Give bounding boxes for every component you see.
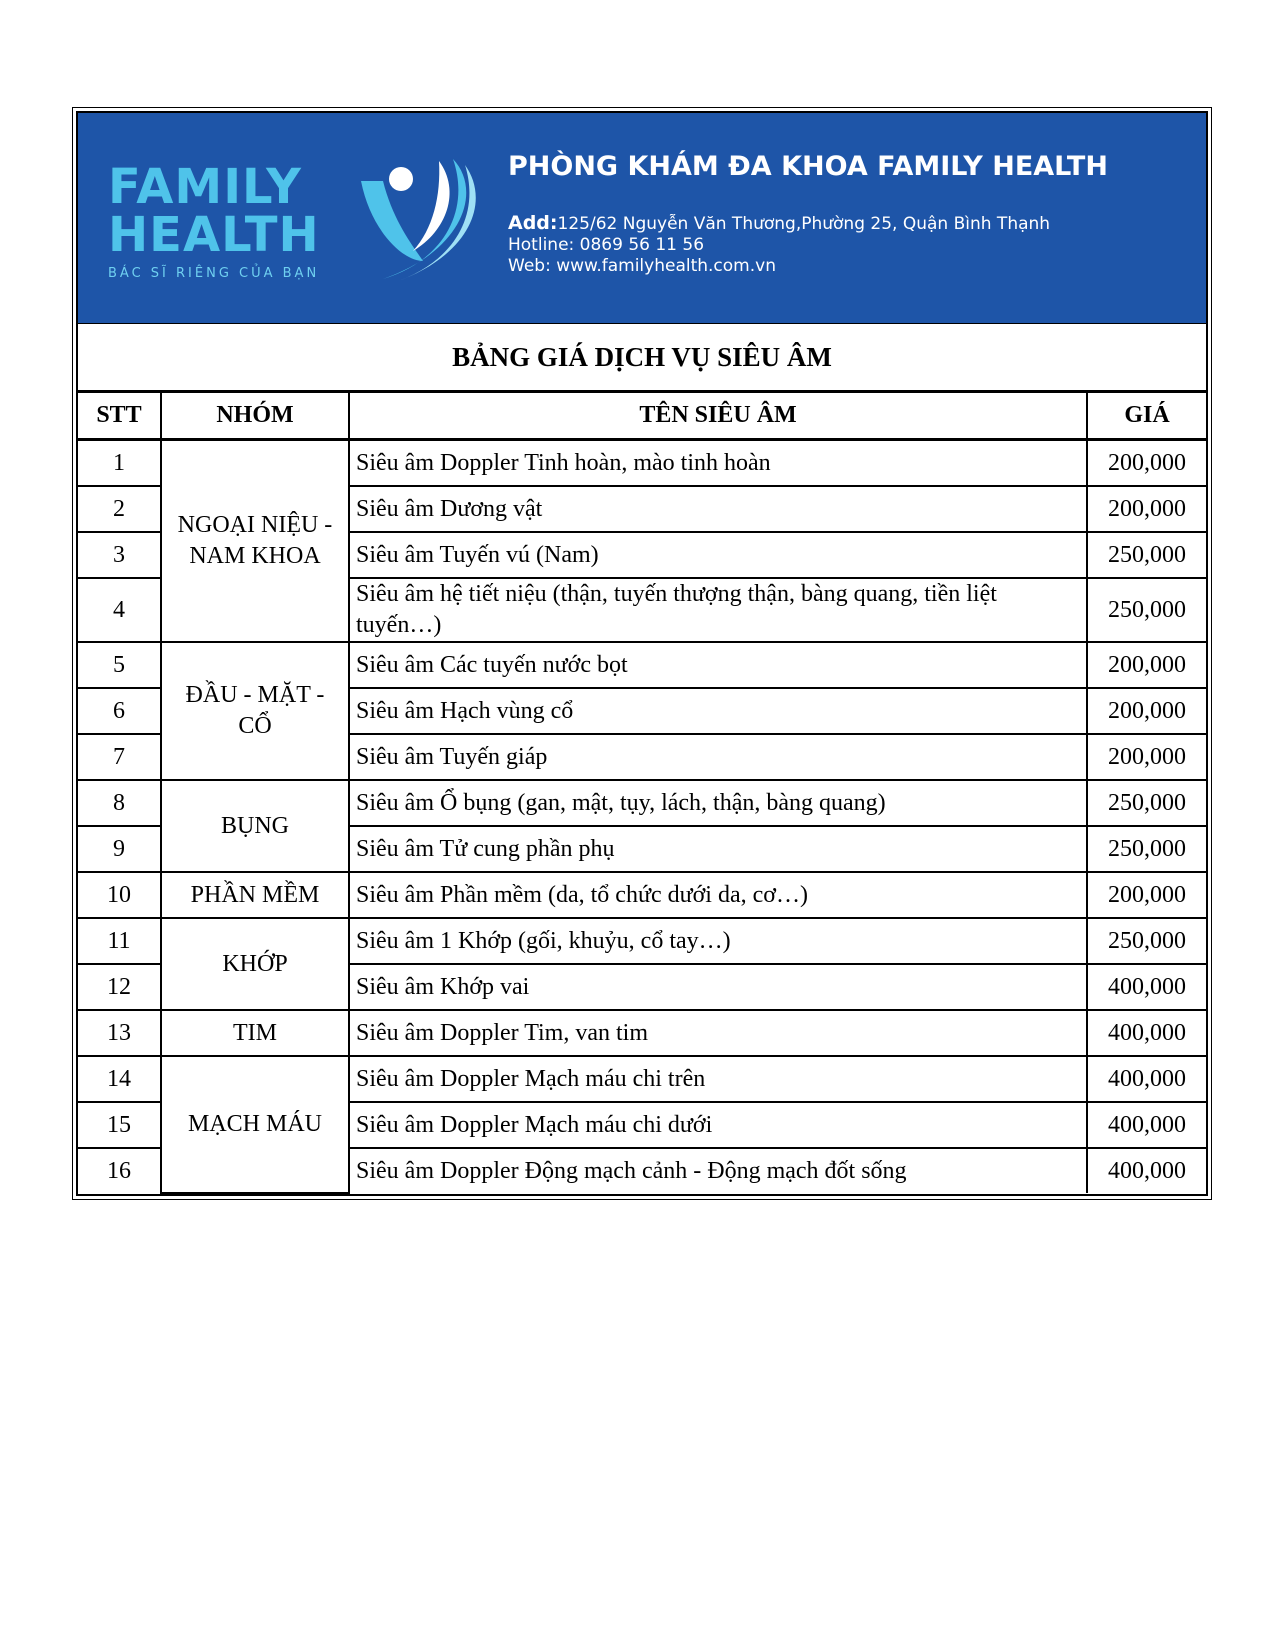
table-row [78,918,1206,964]
service-name: Siêu âm Khớp vai [349,964,1087,1010]
service-price: 200,000 [1087,734,1206,780]
service-price: 250,000 [1087,578,1206,642]
group-name: MẠCH MÁU [161,1056,349,1193]
table-row [78,1010,1206,1056]
brand-line-2: HEALTH [108,207,320,263]
service-price: 250,000 [1087,780,1206,826]
service-price: 250,000 [1087,918,1206,964]
row-stt: 15 [78,1102,161,1148]
table-row [78,1056,1206,1102]
service-name: Siêu âm Phần mềm (da, tổ chức dưới da, cơ…) [349,872,1087,918]
table-row [78,440,1206,487]
service-name: Siêu âm Doppler Mạch máu chi dưới [349,1102,1087,1148]
service-name: Siêu âm Tuyến giáp [349,734,1087,780]
row-stt: 4 [78,578,161,642]
row-stt: 13 [78,1010,161,1056]
service-price: 400,000 [1087,1056,1206,1102]
group-name: TIM [161,1010,349,1056]
table-title: BẢNG GIÁ DỊCH VỤ SIÊU ÂM [78,324,1206,393]
service-name: Siêu âm 1 Khớp (gối, khuỷu, cổ tay…) [349,918,1087,964]
clinic-contact [508,213,1050,277]
service-name: Siêu âm Dương vật [349,486,1087,532]
price-sheet-inner [76,111,1208,1196]
brand-line-1: FAMILY [108,159,302,215]
family-health-logo-icon [353,151,488,286]
brand-tagline: BÁC SĨ RIÊNG CỦA BẠN [108,266,320,281]
clinic-banner [78,113,1206,324]
column-header-name: TÊN SIÊU ÂM [349,393,1087,440]
brand-wordmark [108,159,320,281]
service-name: Siêu âm Các tuyến nước bọt [349,642,1087,688]
row-stt: 8 [78,780,161,826]
service-name: Siêu âm Tử cung phần phụ [349,826,1087,872]
service-price: 400,000 [1087,1010,1206,1056]
row-stt: 9 [78,826,161,872]
service-name: Siêu âm Doppler Mạch máu chi trên [349,1056,1087,1102]
service-name: Siêu âm Hạch vùng cổ [349,688,1087,734]
group-name: KHỚP [161,918,349,1010]
service-price: 200,000 [1087,872,1206,918]
table-header-row [78,393,1206,440]
service-name: Siêu âm hệ tiết niệu (thận, tuyến thượng thận, bàng quang, tiền liệt tuyến…) [349,578,1087,642]
row-stt: 16 [78,1148,161,1193]
clinic-address [508,213,1050,235]
address-text: 125/62 Nguyễn Văn Thương,Phường 25, Quận Bình Thạnh [557,214,1051,234]
row-stt: 5 [78,642,161,688]
table-row [78,780,1206,826]
row-stt: 2 [78,486,161,532]
service-name: Siêu âm Tuyến vú (Nam) [349,532,1087,578]
service-name: Siêu âm Ổ bụng (gan, mật, tụy, lách, thận, bàng quang) [349,780,1087,826]
row-stt: 11 [78,918,161,964]
price-sheet [72,107,1212,1200]
table-row [78,872,1206,918]
service-price: 400,000 [1087,1102,1206,1148]
service-price: 200,000 [1087,486,1206,532]
service-price: 200,000 [1087,642,1206,688]
group-name: ĐẦU - MẶT - CỔ [161,642,349,780]
service-price: 400,000 [1087,964,1206,1010]
row-stt: 10 [78,872,161,918]
column-header-stt: STT [78,393,161,440]
service-price: 200,000 [1087,440,1206,487]
row-stt: 12 [78,964,161,1010]
row-stt: 3 [78,532,161,578]
group-name: PHẦN MỀM [161,872,349,918]
clinic-hotline: Hotline: 0869 56 11 56 [508,235,705,255]
service-price: 400,000 [1087,1148,1206,1193]
group-name: BỤNG [161,780,349,872]
group-name: NGOẠI NIỆU - NAM KHOA [161,440,349,643]
clinic-website: Web: www.familyhealth.com.vn [508,256,776,276]
row-stt: 14 [78,1056,161,1102]
address-label: Add: [508,212,558,234]
service-name: Siêu âm Doppler Tim, van tim [349,1010,1087,1056]
service-name: Siêu âm Doppler Động mạch cảnh - Động mạch đốt sống [349,1148,1087,1193]
row-stt: 7 [78,734,161,780]
price-table [78,393,1206,1194]
column-header-group: NHÓM [161,393,349,440]
service-price: 250,000 [1087,826,1206,872]
row-stt: 1 [78,440,161,487]
service-name: Siêu âm Doppler Tinh hoàn, mào tinh hoàn [349,440,1087,487]
column-header-price: GIÁ [1087,393,1206,440]
clinic-name: PHÒNG KHÁM ĐA KHOA FAMILY HEALTH [508,151,1108,182]
service-price: 200,000 [1087,688,1206,734]
service-price: 250,000 [1087,532,1206,578]
table-row [78,642,1206,688]
row-stt: 6 [78,688,161,734]
